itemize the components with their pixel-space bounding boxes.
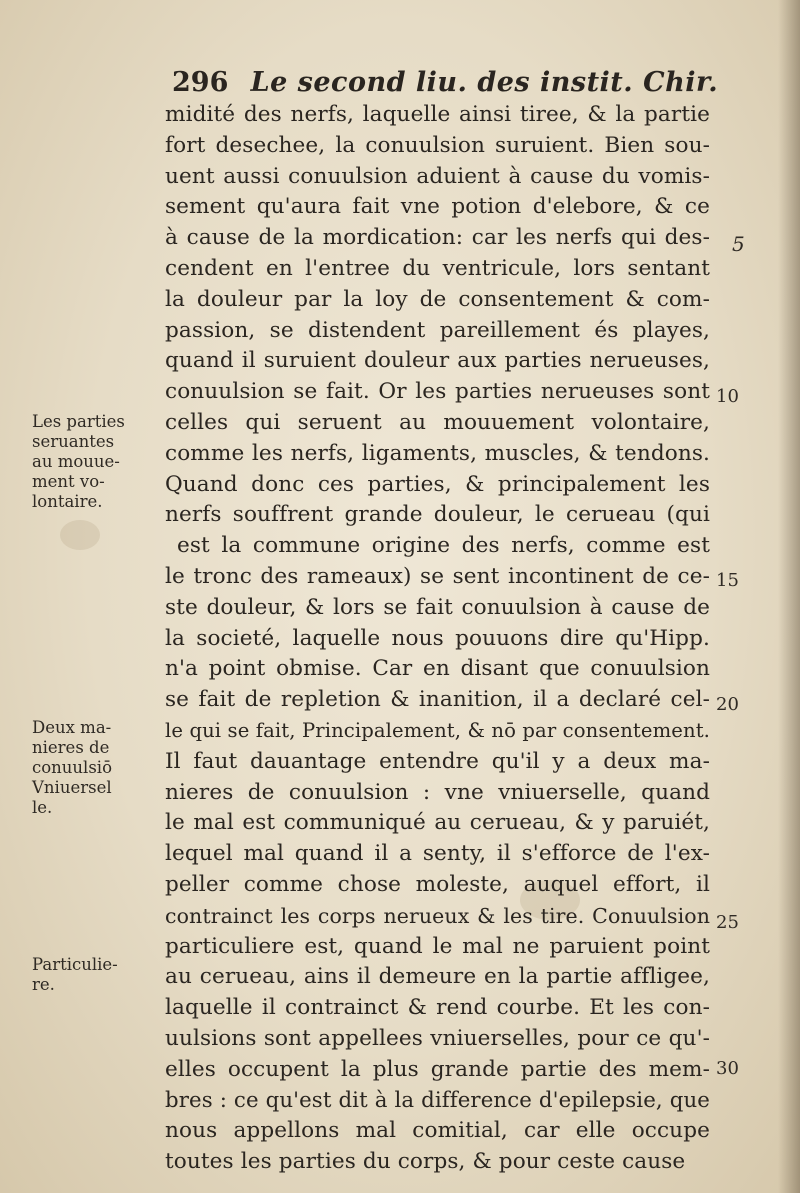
text-line: fort desechee, la conuulsion suruient. Bien sou-	[165, 132, 710, 158]
text-line: comme les nerfs, ligaments, muscles, & tendons.	[165, 440, 710, 466]
text-line: cendent en l'entree du ventricule, lors sentant	[165, 255, 710, 281]
running-header	[172, 62, 719, 104]
text-line: la douleur par la loy de consentement & com-	[165, 286, 710, 312]
text-line: midité des nerfs, laquelle ainsi tiree, & la partie	[165, 102, 710, 127]
line-number: 25	[716, 912, 739, 933]
margin-note-line: nieres de	[32, 738, 110, 757]
line-number: 30	[716, 1058, 739, 1079]
margin-note-line: seruantes	[32, 432, 115, 451]
text-line: peller comme chose moleste, auquel effort, il	[165, 871, 710, 897]
text-line: uulsions sont appellees vniuerselles, pour ce qu'-	[165, 1025, 710, 1051]
margin-note-line: lontaire.	[32, 492, 103, 511]
signature-mark: 5	[732, 232, 745, 256]
margin-note-line: au mouue-	[32, 452, 120, 471]
body-text	[165, 100, 710, 1178]
text-line: la societé, laquelle nous pouuons dire qu'Hipp.	[165, 625, 710, 651]
text-line: se fait de repletion & inanition, il a declaré cel-	[165, 687, 710, 713]
text-line: nous appellons mal comitial, car elle occupe	[165, 1118, 710, 1144]
text-line: particuliere est, quand le mal ne paruient point	[165, 933, 710, 959]
page-edge-shadow	[778, 0, 800, 1193]
running-title: Le second liu. des instit. Chir.	[250, 67, 719, 98]
text-line: laquelle il contrainct & rend courbe. Et les con-	[165, 995, 710, 1021]
margin-note-line: ment vo-	[32, 472, 105, 491]
text-line: Il faut dauantage entendre qu'il y a deux ma-	[165, 748, 710, 774]
text-line: le tronc des rameaux) se sent incontinent de ce-	[165, 563, 710, 589]
text-line: lequel mal quand il a senty, il s'efforce de l'ex-	[165, 841, 710, 867]
margin-note-line: le.	[32, 798, 53, 817]
text-line: passion, se distendent pareillement és playes,	[165, 317, 710, 343]
text-line: bres : ce qu'est dit à la difference d'epilepsie, que	[165, 1087, 710, 1113]
text-line: sement qu'aura fait vne potion d'elebore, & ce	[165, 194, 710, 220]
text-line: est la commune origine des nerfs, comme est	[177, 533, 710, 559]
line-number: 10	[716, 386, 739, 407]
margin-note-line: Deux ma-	[32, 718, 112, 737]
text-line: au cerueau, ains il demeure en la partie affligee,	[165, 964, 710, 990]
text-line: à cause de la mordication: car les nerfs qui des-	[165, 225, 710, 251]
text-line: ste douleur, & lors se fait conuulsion à cause de	[165, 594, 710, 620]
margin-note	[32, 718, 154, 818]
margin-note	[32, 412, 154, 512]
page-number: 296	[172, 67, 229, 98]
text-line: toutes les parties du corps, & pour ceste cause	[165, 1149, 686, 1175]
line-number: 20	[716, 694, 739, 715]
text-line: nerfs souffrent grande douleur, le cerueau (qui	[165, 502, 710, 528]
text-line: n'a point obmise. Car en disant que conuulsion	[165, 656, 710, 682]
text-line: contrainct les corps nerueux & les tire. Conuulsion	[165, 903, 710, 928]
text-line: conuulsion se fait. Or les parties nerueuses sont	[165, 379, 710, 405]
margin-note-line: re.	[32, 975, 55, 994]
text-line: nieres de conuulsion : vne vniuerselle, quand	[165, 779, 710, 805]
text-line: le mal est communiqué au cerueau, & y paruiét,	[165, 810, 710, 836]
text-line: uent aussi conuulsion aduient à cause du vomis-	[165, 163, 710, 189]
paper-stain	[60, 520, 100, 550]
margin-note	[32, 955, 154, 995]
text-line: Quand donc ces parties, & principalement les	[165, 471, 710, 497]
margin-note-line: Vniuersel	[32, 778, 112, 797]
margin-note-line: conuulsiō	[32, 758, 113, 777]
text-line: celles qui seruent au mouuement volontaire,	[165, 409, 710, 435]
margin-note-line: Particulie-	[32, 955, 118, 974]
line-number: 15	[716, 570, 739, 591]
text-line: le qui se fait, Principalement, & nō par consentement.	[165, 718, 710, 742]
text-line: elles occupent la plus grande partie des mem-	[165, 1056, 710, 1082]
text-line: quand il suruient douleur aux parties nerueuses,	[165, 348, 710, 374]
margin-note-line: Les parties	[32, 412, 125, 431]
